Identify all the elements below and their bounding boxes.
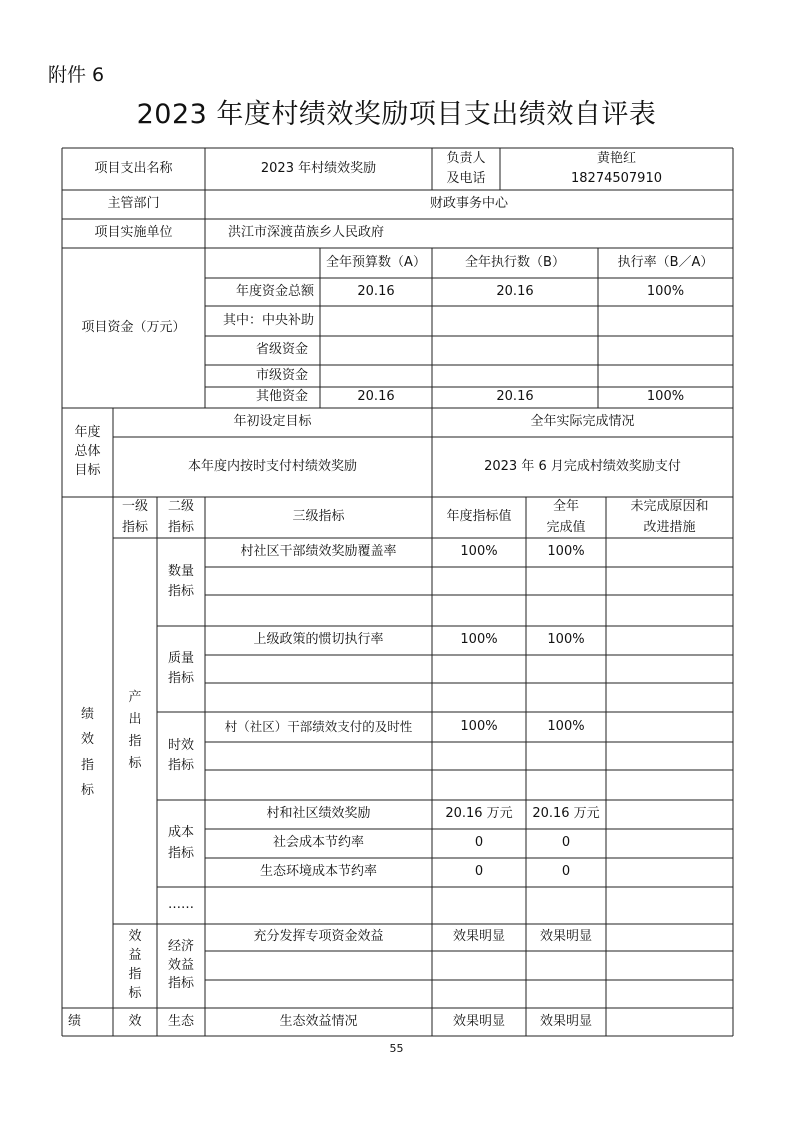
output-label xyxy=(113,538,157,924)
funds-row-name: 其他资金 xyxy=(255,389,308,405)
funds-row-budget: 20.16 xyxy=(357,389,395,405)
indicator-target: 效果明显 xyxy=(452,1013,505,1029)
funds-row-rate: 100% xyxy=(646,283,685,299)
indicators-label-char: 标 xyxy=(80,782,94,798)
economic-label xyxy=(157,924,205,1008)
goals-actual-value: 2023 年 6 月完成村绩效奖励支付 xyxy=(484,458,681,474)
goals-label-line: 年度 xyxy=(74,425,101,441)
attachment-label: 附件 6 xyxy=(48,64,105,86)
impl-value: 洪江市深渡苗族乡人民政府 xyxy=(228,225,385,241)
funds-header-rate: 执行率（B／A） xyxy=(617,254,714,270)
last-row-col1: 绩 xyxy=(68,1013,82,1029)
label-line: 数量 xyxy=(167,563,194,579)
funds-header-executed: 全年执行数（B） xyxy=(465,254,565,270)
contact-phone: 18274507910 xyxy=(571,171,662,186)
goals-label-line: 总体 xyxy=(74,444,101,460)
label-line: 指标 xyxy=(167,845,194,861)
contact-label xyxy=(432,148,500,190)
label-line: 指标 xyxy=(167,671,194,686)
funds-header-budget: 全年预算数（A） xyxy=(326,254,426,270)
cost-label xyxy=(157,800,205,887)
project-name-label: 项目支出名称 xyxy=(94,160,173,176)
benefit-label-char: 标 xyxy=(128,985,142,1001)
indicators-label xyxy=(62,497,113,1008)
indicator-name: 生态效益情况 xyxy=(279,1013,358,1029)
label-line: 质量 xyxy=(167,650,194,666)
indicator-actual: 0 xyxy=(561,835,571,851)
page-number: 55 xyxy=(389,1042,404,1055)
indicator-name: 上级政策的惯切执行率 xyxy=(253,632,384,648)
contact-name: 黄艳红 xyxy=(596,150,636,166)
funds-row-budget: 20.16 xyxy=(357,283,395,299)
indicator-target: 20.16 万元 xyxy=(445,806,513,822)
header-line: 完成值 xyxy=(546,519,586,535)
contact-label-line1: 负责人 xyxy=(446,150,486,166)
indicator-target: 100% xyxy=(460,544,498,560)
funds-row-name: 市级资金 xyxy=(255,367,308,383)
indicator-name: 社会成本节约率 xyxy=(272,835,364,851)
goals-label-line: 目标 xyxy=(74,462,101,478)
indicator-actual: 0 xyxy=(561,864,571,880)
benefit-label-char: 效 xyxy=(128,929,142,945)
indicator-name: 生态环境成本节约率 xyxy=(259,864,377,880)
header-level2 xyxy=(157,497,205,538)
indicator-target: 0 xyxy=(474,835,484,851)
timeliness-label xyxy=(157,712,205,800)
label-line: 成本 xyxy=(167,825,194,841)
header-line: 未完成原因和 xyxy=(630,499,709,515)
indicator-actual: 100% xyxy=(547,544,585,560)
dept-value: 财政事务中心 xyxy=(429,196,508,212)
ellipsis-label: …… xyxy=(168,897,194,913)
label-line: 指标 xyxy=(167,976,194,992)
indicator-name: 村和社区绩效奖励 xyxy=(266,806,371,822)
header-reason xyxy=(606,497,733,538)
indicators-label-char: 效 xyxy=(80,732,94,748)
indicator-actual: 效果明显 xyxy=(539,929,592,945)
indicator-name: 充分发挥专项资金效益 xyxy=(253,929,384,945)
header-line: 全年 xyxy=(552,499,579,515)
indicators-label-char: 绩 xyxy=(80,706,94,722)
indicator-actual: 100% xyxy=(547,632,585,648)
header-line: 指标 xyxy=(121,519,148,535)
goals-actual-header: 全年实际完成情况 xyxy=(530,414,635,430)
output-label-char: 标 xyxy=(128,756,142,772)
output-label-char: 出 xyxy=(128,711,142,727)
header-line: 二级 xyxy=(167,499,194,515)
header-line: 一级 xyxy=(121,499,148,515)
goals-set-value: 本年度内按时支付村绩效奖励 xyxy=(187,458,357,474)
dept-label: 主管部门 xyxy=(107,196,160,212)
quality-label xyxy=(157,626,205,712)
funds-row-name: 年度资金总额 xyxy=(235,283,314,299)
benefit-label-char: 益 xyxy=(128,948,142,964)
funds-row-executed: 20.16 xyxy=(496,283,534,299)
funds-row-executed: 20.16 xyxy=(496,389,534,405)
funds-row-name: 其中：中央补助 xyxy=(222,312,314,328)
indicator-target: 100% xyxy=(460,718,498,734)
header-line: 指标 xyxy=(167,519,194,535)
header-line: 改进措施 xyxy=(643,519,696,535)
contact-label-line2: 及电话 xyxy=(446,171,486,186)
page-title: 2023 年度村绩效奖励项目支出绩效自评表 xyxy=(136,99,657,130)
impl-label: 项目实施单位 xyxy=(94,225,173,241)
output-label-char: 产 xyxy=(128,689,142,705)
header-level3: 三级指标 xyxy=(292,509,345,525)
header-level1 xyxy=(113,497,157,538)
funds-label: 项目资金（万元） xyxy=(81,319,186,335)
label-line: 时效 xyxy=(167,737,194,753)
label-line: 指标 xyxy=(167,584,194,599)
benefit-label-char: 指 xyxy=(128,967,142,982)
header-actual xyxy=(526,497,606,538)
last-row-col2: 效 xyxy=(128,1013,142,1029)
quantity-label xyxy=(157,538,205,626)
indicator-actual: 效果明显 xyxy=(539,1013,592,1029)
indicator-name: 村（社区）干部绩效支付的及时性 xyxy=(224,719,413,735)
funds-row-rate: 100% xyxy=(646,389,685,405)
indicator-target: 0 xyxy=(474,864,484,880)
indicator-actual: 20.16 万元 xyxy=(532,806,600,822)
indicators-label-char: 指 xyxy=(80,757,94,773)
header-target: 年度指标值 xyxy=(446,509,512,525)
indicator-name: 村社区干部绩效奖励覆盖率 xyxy=(240,544,397,560)
indicator-target: 效果明显 xyxy=(452,929,505,945)
funds-row-name: 省级资金 xyxy=(255,342,308,358)
benefit-label xyxy=(113,924,157,1008)
goals-label xyxy=(62,408,113,497)
contact-value xyxy=(500,148,733,190)
goals-set-header: 年初设定目标 xyxy=(233,414,312,430)
label-line: 效益 xyxy=(167,957,194,973)
output-label-char: 指 xyxy=(128,734,142,749)
project-name-value: 2023 年村绩效奖励 xyxy=(260,160,377,176)
label-line: 经济 xyxy=(167,938,194,954)
indicator-actual: 100% xyxy=(547,718,585,734)
label-line: 指标 xyxy=(167,758,194,773)
last-row-col3: 生态 xyxy=(167,1013,194,1029)
indicator-target: 100% xyxy=(460,632,498,648)
